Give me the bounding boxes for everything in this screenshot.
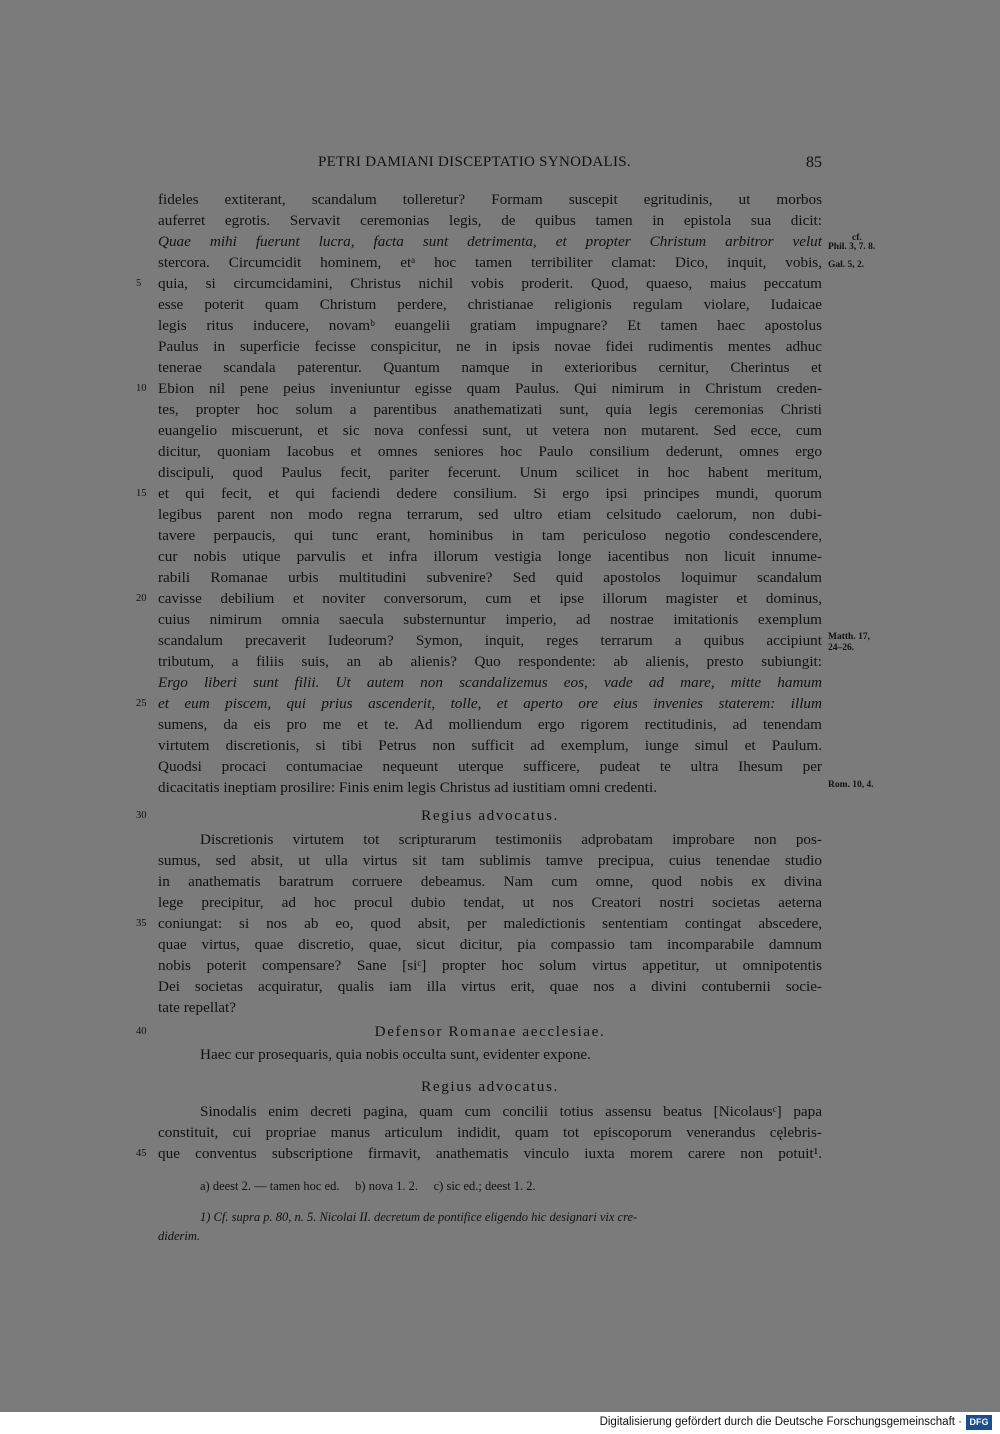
text-line: tate repellat?	[158, 999, 236, 1016]
text-line: esse poterit quam Christum perdere, christianae religionis regulam violare, Iudaicae	[158, 296, 822, 313]
text-line: cuius nimirum omnia saecula substernuntur imperio, ad nostrae imitationis exemplum	[158, 611, 822, 628]
text-line: tributum, a filiis suis, an ab alienis? Quo respondente: ab alienis, presto subiungit:	[158, 653, 822, 670]
text-line: sumus, sed absit, ut ulla virtus sit tam sublimis tamve precipua, cuius tenendae studio	[158, 852, 822, 869]
margin-note: 24–26.	[828, 643, 855, 653]
section-heading: Regius advocatus.	[421, 1078, 559, 1095]
text-line: cavisse debilium et noviter conversorum, cum et ipse illorum magister et dominus,	[158, 590, 822, 607]
page-number: 85	[806, 154, 822, 171]
text-line: que conventus subscriptione firmavit, anathematis vinculo iuxta morem carere non potuit¹.	[158, 1145, 822, 1162]
footnote: diderim.	[158, 1229, 201, 1243]
text-line: virtutem discretionis, si tibi Petrus non sufficit ad exemplum, iunge simul et Paulum.	[158, 737, 822, 754]
line-number: 40	[136, 1026, 147, 1037]
text-line: Discretionis virtutem tot scripturarum testimoniis adprobatam improbare non pos-	[200, 831, 822, 848]
text-line: et eum piscem, qui prius ascenderit, tolle, et aperto ore eius invenies staterem: illum	[158, 695, 822, 712]
text-line: Quae mihi fuerunt lucra, facta sunt detrimenta, et propter Christum arbitror velut	[158, 233, 822, 250]
text-line: dicitur, quoniam Iacobus et omnes seniores hoc Paulo consilium dederunt, omnes ergo	[158, 443, 822, 460]
footnote: 1) Cf. supra p. 80, n. 5. Nicolai II. decretum de pontifice eligendo hic designari vix cre-	[200, 1210, 638, 1224]
text-line: Dei societas acquiratur, qualis iam illa virtus erit, quae nos a divini contubernii socie-	[158, 978, 822, 995]
page-header	[158, 154, 824, 176]
text-line: sumens, da eis pro me et te. Ad molliendum ergo rigorem rectitudinis, ad tenendam	[158, 716, 822, 733]
text-line: discipuli, quod Paulus fecit, pariter fecerunt. Unum scilicet in hoc habent meritum,	[158, 464, 822, 481]
text-line: cur nobis utique parvulis et infra illorum vestigia longe iacentibus non licuit innume-	[158, 548, 822, 565]
margin-note: Gal. 5, 2.	[828, 260, 865, 270]
text-line: legis ritus inducere, novamᵇ euangelii gratiam impugnare? Et tamen haec apostolus	[158, 317, 822, 334]
text-line: Ergo liberi sunt filii. Ut autem non scandalizemus eos, vade ad mare, mitte hamum	[158, 674, 822, 691]
margin-note: Matth. 17,	[828, 632, 870, 642]
line-number: 5	[136, 278, 142, 289]
text-line: in anathematis baratrum corruere debeamus. Nam cum omne, quod nobis ex divina	[158, 873, 822, 890]
margin-note: Rom. 10, 4.	[828, 780, 874, 790]
section-heading: Regius advocatus.	[421, 807, 559, 824]
line-number: 10	[136, 383, 147, 394]
text-line: quae virtus, quae discretio, quae, sicut dicitur, pia compassio tam incomparabile damnum	[158, 936, 822, 953]
section-heading: Defensor Romanae aecclesiae.	[374, 1023, 606, 1040]
text-line: Ebion nil pene peius inveniuntur egisse quam Paulus. Qui nimirum in Christum creden-	[158, 380, 822, 397]
text-line: rabili Romanae urbis multitudini subvenire? Sed quid apostolos loquimur scandalum	[158, 569, 822, 586]
text-line: Paulus in superficie fecisse conspicitur, ne in ipsis novae fidei rudimentis mentes adhuc	[158, 338, 822, 355]
text-line: constituit, cui propriae manus articulum indidit, quam tot episcoporum venerandus cęlebris-	[158, 1124, 822, 1141]
line-number: 25	[136, 698, 147, 709]
line-number: 45	[136, 1148, 147, 1159]
critical-apparatus: a) deest 2. — tamen hoc ed. b) nova 1. 2. c) sic ed.; deest 1. 2.	[200, 1179, 536, 1193]
text-line: nobis poterit compensare? Sane [siᶜ] propter hoc solum virtus appetitur, ut omnipotentis	[158, 957, 822, 974]
text-line: scandalum precaverit Iudeorum? Symon, inquit, reges terrarum a quibus accipiunt	[158, 632, 822, 649]
text-line: tenerae scandala paterentur. Quantum namque in exterioribus cernitur, Cherintus et	[158, 359, 822, 376]
text-line: legibus parent non modo regna terrarum, sed ultro etiam celsitudo caelorum, non dubi-	[158, 506, 822, 523]
text-line: tavere perpaucis, qui tunc erant, hominibus in tam periculoso negotio condescendere,	[158, 527, 822, 544]
margin-note: cf.	[852, 233, 862, 243]
text-line: coniungat: si nos ab eo, quod absit, per maledictionis sententiam contingat abscedere,	[158, 915, 822, 932]
text-line: stercora. Circumcidit hominem, etᵃ hoc tamen terribiliter clamat: Dico, inquit, vobis,	[158, 254, 822, 271]
text-line: quia, si circumcidamini, Christus nichil vobis proderit. Quod, quaeso, maius peccatum	[158, 275, 822, 292]
line-number: 30	[136, 810, 147, 821]
text-line: tes, propter hoc solum a parentibus anathematizati sunt, quia legis ceremonias Christi	[158, 401, 822, 418]
line-number: 20	[136, 593, 147, 604]
line-number: 35	[136, 918, 147, 929]
line-number: 15	[136, 488, 147, 499]
text-line: euangelio miscuerunt, et sic nova confessi sunt, ut vetera non mutarent. Sed ecce, cum	[158, 422, 822, 439]
text-line: lege precipitur, ad hoc procul dubio tendat, ut nos Creatori nostri societas aeterna	[158, 894, 822, 911]
text-line: Sinodalis enim decreti pagina, quam cum concilii totius assensu beatus [Nicolausᶜ] papa	[200, 1103, 822, 1120]
margin-note: Phil. 3, 7. 8.	[828, 242, 876, 252]
text-line: Haec cur prosequaris, quia nobis occulta sunt, evidenter expone.	[200, 1046, 591, 1063]
text-line: dicacitatis ineptiam prosilire: Finis enim legis Christus ad iustitiam omni credenti.	[158, 779, 657, 796]
footer-credit: Digitalisierung gefördert durch die Deutsche Forschungsgemeinschaft ·	[599, 1416, 962, 1428]
text-line: et qui fecit, et qui faciendi dedere consilium. Si ergo ipsi principes mundi, quorum	[158, 485, 822, 502]
text-line: fideles extiterant, scandalum tolleretur? Formam suscepit egritudinis, ut morbos	[158, 191, 822, 208]
text-line: Quodsi procaci contumaciae nequeunt uterque sufficere, pudeat te ultra Ihesum per	[158, 758, 822, 775]
dfg-logo: DFG	[966, 1415, 992, 1430]
running-title: PETRI DAMIANI DISCEPTATIO SYNODALIS.	[318, 154, 631, 170]
digitization-footer	[0, 1412, 1000, 1434]
text-line: auferret egrotis. Servavit ceremonias legis, de quibus tamen in epistola sua dicit:	[158, 212, 822, 229]
